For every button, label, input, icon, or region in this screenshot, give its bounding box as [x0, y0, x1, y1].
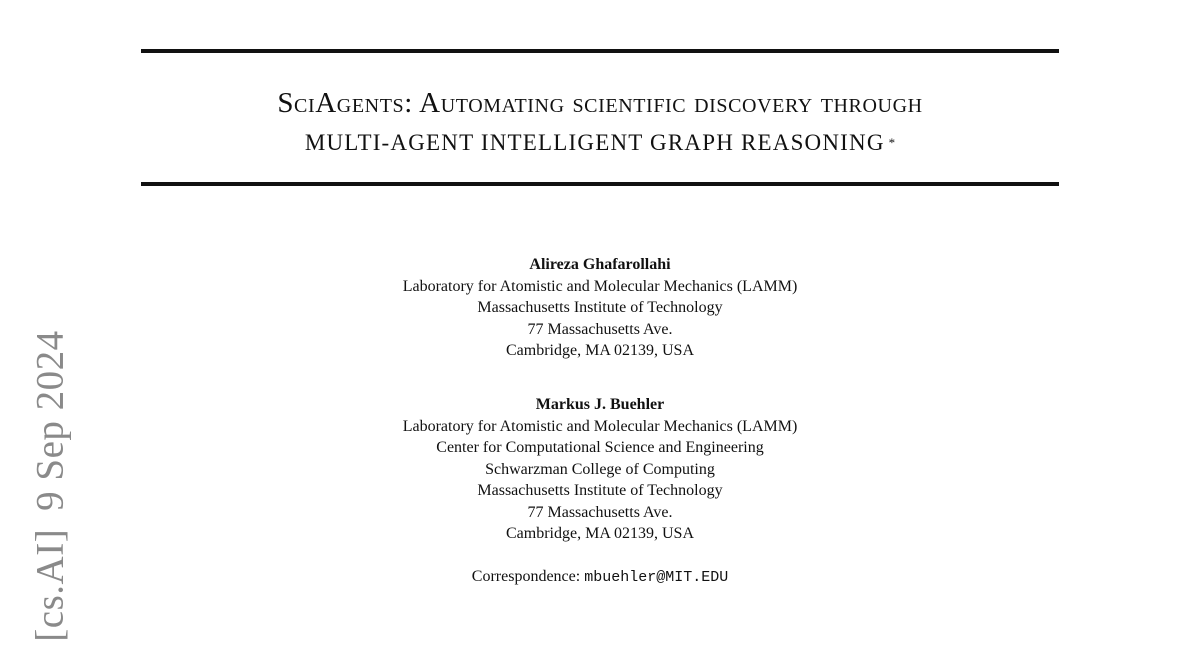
- author-affiliation-line: 77 Massachusetts Ave.: [527, 320, 673, 338]
- arxiv-side-stamp: [28, 330, 73, 641]
- correspondence-email-link[interactable]: mbuehler@MIT.EDU: [584, 569, 729, 586]
- author-block-buehler: [300, 394, 900, 545]
- author-affiliation-line: Massachusetts Institute of Technology: [477, 299, 723, 316]
- author-affiliation-line: Schwarzman College of Computing: [485, 460, 715, 478]
- arxiv-category: [cs.AI]: [28, 528, 72, 642]
- arxiv-date: 9 Sep 2024: [28, 330, 72, 511]
- author-affiliation-line: Center for Computational Science and Engineering: [436, 439, 764, 456]
- author-affiliation-line: Laboratory for Atomistic and Molecular Mechanics (LAMM): [402, 277, 798, 295]
- author-affiliation-line: Massachusetts Institute of Technology: [477, 482, 723, 499]
- author-block-ghafarollahi: [300, 254, 900, 362]
- author-affiliation-line: Laboratory for Atomistic and Molecular Mechanics (LAMM): [402, 417, 798, 435]
- correspondence-label: Correspondence:: [471, 568, 581, 585]
- title-top-rule: [141, 49, 1059, 53]
- correspondence-line: [300, 566, 900, 588]
- title-bottom-rule: [141, 182, 1059, 186]
- author-affiliation-line: 77 Massachusetts Ave.: [527, 503, 673, 521]
- paper-title-line-2-text: MULTI-AGENT INTELLIGENT GRAPH REASONING: [304, 130, 885, 155]
- paper-title-line-2: [141, 123, 1059, 162]
- title-footnote-mark: *: [888, 135, 896, 150]
- author-affiliation-line: Cambridge, MA 02139, USA: [506, 525, 694, 542]
- paper-title: [141, 84, 1059, 162]
- paper-title-line-1: SciAgents: Automating scientific discovery through: [277, 87, 923, 119]
- author-name: Alireza Ghafarollahi: [529, 256, 671, 273]
- author-name: Markus J. Buehler: [535, 396, 665, 413]
- author-affiliation-line: Cambridge, MA 02139, USA: [506, 342, 694, 359]
